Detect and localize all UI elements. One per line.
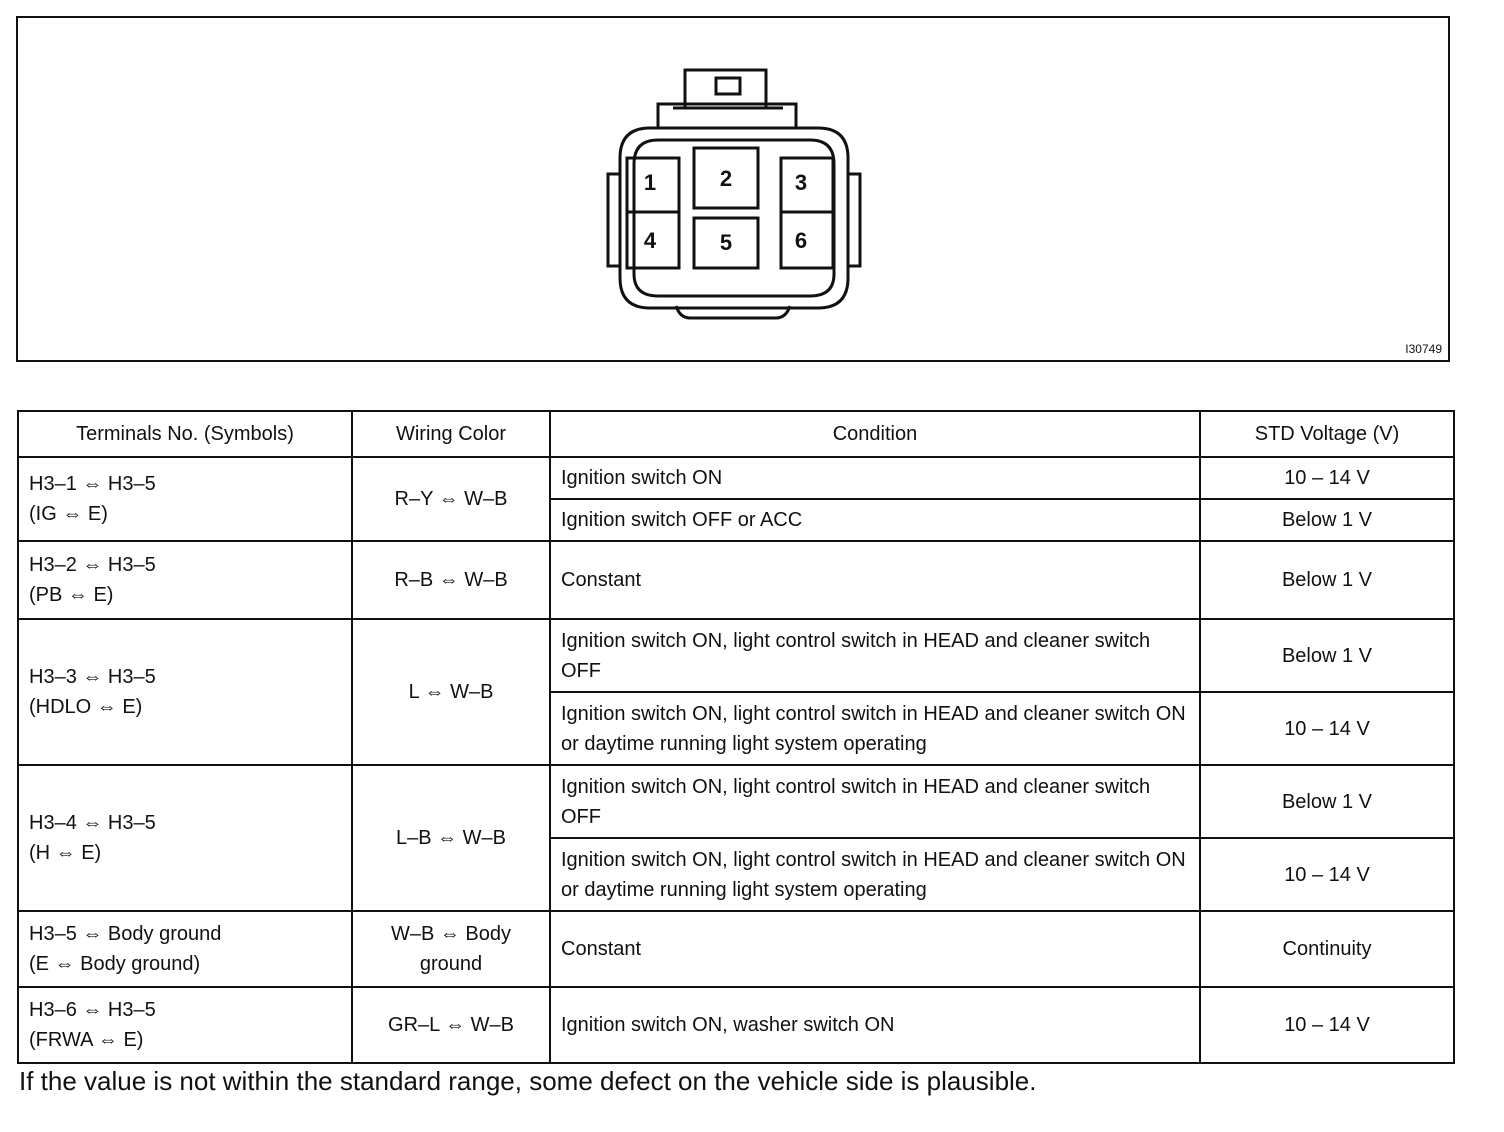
voltage-cell: 10 – 14 V [1200,692,1454,765]
condition-cell: Constant [550,911,1200,987]
terminal-cell [18,457,352,541]
wiring-cell: L ⇔ W–B [352,619,550,765]
pin-label-3: 3 [794,170,808,195]
terminal-text: H3–1 ⇔ H3–5 [29,473,156,495]
voltage-cell: Below 1 V [1200,541,1454,619]
terminal-cell [18,619,352,765]
condition-cell: Ignition switch ON, light control switch in HEAD and cleaner switch OFF [550,765,1200,838]
symbol-text: (E ⇔ Body ground) [29,953,201,975]
voltage-cell: Below 1 V [1200,765,1454,838]
header-std-voltage: STD Voltage (V) [1200,411,1454,457]
footnote: If the value is not within the standard range, some defect on the vehicle side is plausible. [19,1066,1037,1096]
symbol-text: (HDLO ⇔ E) [29,696,143,718]
wiring-cell: GR–L ⇔ W–B [352,987,550,1063]
condition-cell: Ignition switch OFF or ACC [550,499,1200,541]
pin-label-2: 2 [719,166,733,191]
symbol-text: (PB ⇔ E) [29,584,114,606]
wiring-cell: W–B ⇔ Body ground [352,911,550,987]
voltage-cell: Below 1 V [1200,499,1454,541]
header-terminals: Terminals No. (Symbols) [18,411,352,457]
voltage-cell: 10 – 14 V [1200,838,1454,911]
table-row [18,619,1454,692]
pin-label-5: 5 [719,230,733,255]
condition-cell: Ignition switch ON, light control switch in HEAD and cleaner switch ON or daytime running light system operating [550,692,1200,765]
condition-cell: Ignition switch ON, washer switch ON [550,987,1200,1063]
table-row [18,541,1454,619]
connector-front-view [18,18,1448,360]
voltage-table [17,410,1455,1064]
terminal-text: H3–3 ⇔ H3–5 [29,666,156,688]
terminal-text: H3–2 ⇔ H3–5 [29,554,156,576]
pin-label-1: 1 [643,170,657,195]
wiring-cell: L–B ⇔ W–B [352,765,550,911]
figure-id: I30749 [1405,342,1442,356]
terminal-text: H3–6 ⇔ H3–5 [29,999,156,1021]
table-row [18,987,1454,1063]
wiring-cell: R–B ⇔ W–B [352,541,550,619]
symbol-text: (FRWA ⇔ E) [29,1029,144,1051]
pin-label-6: 6 [794,228,808,253]
table-row [18,457,1454,499]
voltage-cell: Below 1 V [1200,619,1454,692]
table-row [18,765,1454,838]
pin-label-4: 4 [643,228,657,253]
condition-cell: Constant [550,541,1200,619]
condition-cell: Ignition switch ON [550,457,1200,499]
terminal-cell [18,765,352,911]
table-header-row [18,411,1454,457]
wiring-cell: R–Y ⇔ W–B [352,457,550,541]
voltage-cell: Continuity [1200,911,1454,987]
voltage-cell: 10 – 14 V [1200,457,1454,499]
condition-cell: Ignition switch ON, light control switch in HEAD and cleaner switch OFF [550,619,1200,692]
terminal-cell [18,987,352,1063]
terminal-text: H3–4 ⇔ H3–5 [29,812,156,834]
header-wiring-color: Wiring Color [352,411,550,457]
header-condition: Condition [550,411,1200,457]
symbol-text: (H ⇔ E) [29,842,102,864]
symbol-text: (IG ⇔ E) [29,503,108,525]
table-row [18,911,1454,987]
terminal-cell [18,911,352,987]
connector-diagram [16,16,1450,362]
condition-cell: Ignition switch ON, light control switch in HEAD and cleaner switch ON or daytime running light system operating [550,838,1200,911]
voltage-cell: 10 – 14 V [1200,987,1454,1063]
terminal-text: H3–5 ⇔ Body ground [29,923,222,945]
terminal-cell [18,541,352,619]
